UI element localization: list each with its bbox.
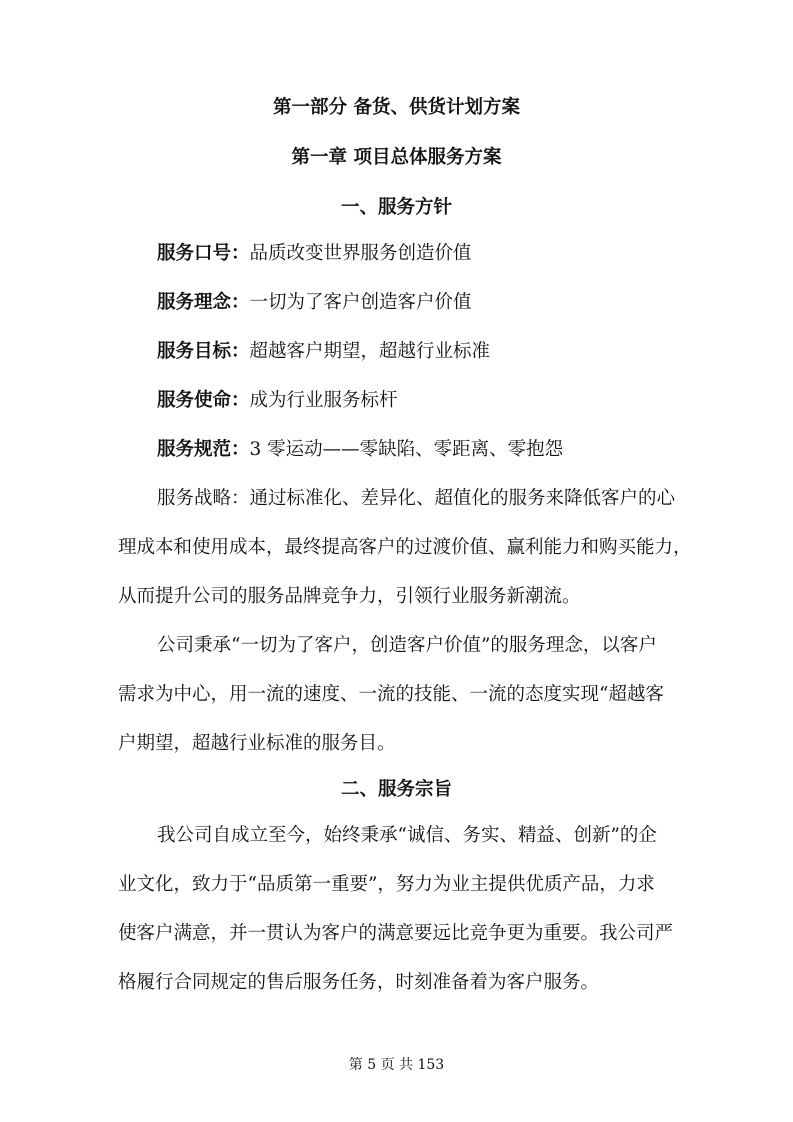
philosophy-line: 需求为中心，用一流的速度、一流的技能、一流的态度实现“超越客 xyxy=(118,684,664,705)
service-goal xyxy=(157,340,490,364)
strategy-line: 服务战略：通过标准化、差异化、超值化的服务来降低客户的心 xyxy=(157,488,676,509)
page-footer: 第 5 页 共 153 xyxy=(348,1057,445,1073)
service-mission-text: 成为行业服务标杆 xyxy=(249,390,398,411)
service-philosophy xyxy=(157,291,472,315)
service-slogan xyxy=(157,242,472,266)
purpose-line: 业文化，致力于“品质第一重要”，努力为业主提供优质产品，力求 xyxy=(118,874,655,895)
philosophy-line: 户期望，超越行业标准的服务目。 xyxy=(118,733,396,754)
section-heading-service-purpose: 二、服务宗旨 xyxy=(340,779,452,800)
service-philosophy-text: 一切为了客户创造客户价值 xyxy=(249,292,472,313)
strategy-line: 从而提升公司的服务品牌竞争力，引领行业服务新潮流。 xyxy=(118,586,581,607)
service-goal-text: 超越客户期望，超越行业标准 xyxy=(249,341,491,362)
part-title: 第一部分 备货、供货计划方案 xyxy=(273,97,520,118)
service-standard-label: 服务规范： xyxy=(157,439,250,460)
philosophy-line: 公司秉承“一切为了客户，创造客户价值”的服务理念，以客户 xyxy=(157,635,657,656)
service-goal-label: 服务目标： xyxy=(157,341,250,362)
service-mission xyxy=(157,389,398,413)
purpose-line: 使客户满意，并一贯认为客户的满意要远比竞争更为重要。我公司严 xyxy=(118,923,674,944)
service-mission-label: 服务使命： xyxy=(157,390,250,411)
service-slogan-text: 品质改变世界服务创造价值 xyxy=(249,243,472,264)
service-standard-text: 3 零运动——零缺陷、零距离、零抱怨 xyxy=(249,439,564,460)
chapter-title: 第一章 项目总体服务方案 xyxy=(291,147,502,168)
purpose-line: 格履行合同规定的售后服务任务，时刻准备着为客户服务。 xyxy=(118,972,600,993)
section-heading-service-policy: 一、服务方针 xyxy=(340,197,452,218)
purpose-line: 我公司自成立至今，始终秉承“诚信、务实、精益、创新”的企 xyxy=(157,825,657,846)
service-slogan-label: 服务口号： xyxy=(157,243,250,264)
service-standard xyxy=(157,438,563,462)
service-philosophy-label: 服务理念： xyxy=(157,292,250,313)
strategy-line: 理成本和使用成本，最终提高客户的过渡价值、赢利能力和购买能力， xyxy=(118,537,692,558)
